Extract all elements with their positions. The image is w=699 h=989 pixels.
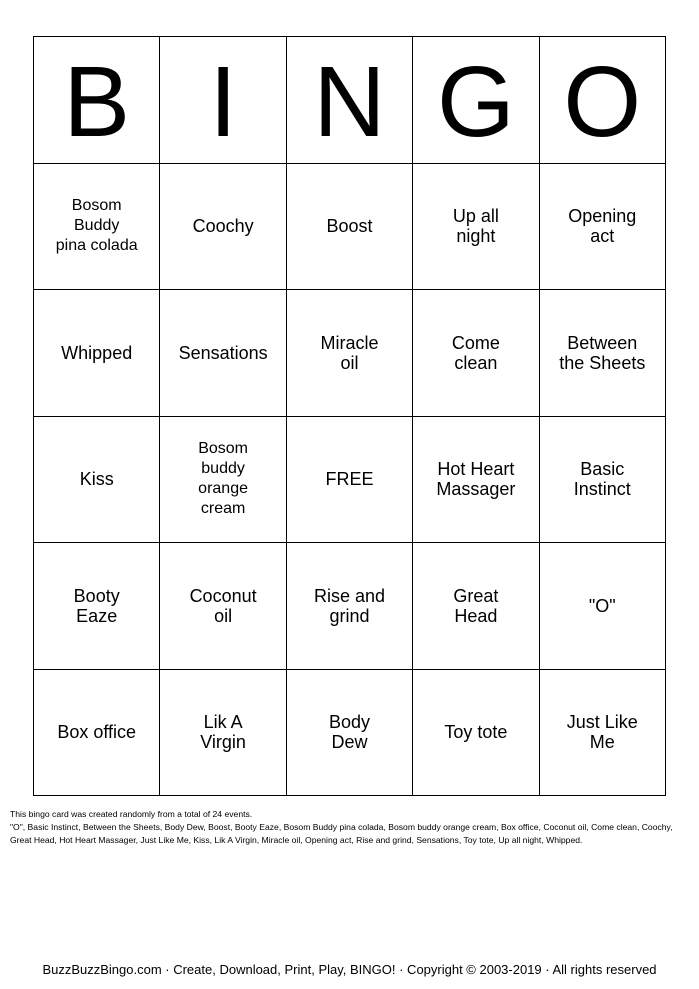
header-letter: N [313, 45, 386, 158]
bingo-cell-r2-c4: Come clean [413, 290, 539, 417]
bingo-cell-r5-c5: Just Like Me [540, 670, 666, 797]
free-space-cell: FREE [287, 417, 413, 544]
site-footer: BuzzBuzzBingo.com · Create, Download, Print, Play, BINGO! · Copyright © 2003-2019 · All rights reserved [42, 962, 657, 977]
card-notes [10, 808, 690, 847]
bingo-cell-r1-c1: Bosom Buddy pina colada [34, 164, 160, 291]
bingo-cell-r3-c4: Hot Heart Massager [413, 417, 539, 544]
bingo-cell-r2-c1: Whipped [34, 290, 160, 417]
header-letter-b [34, 37, 160, 164]
bingo-cell-r3-c2: Bosom buddy orange cream [160, 417, 286, 544]
bingo-cell-r1-c2: Coochy [160, 164, 286, 291]
bingo-cell-r4-c4: Great Head [413, 543, 539, 670]
bingo-cell-r4-c5: "O" [540, 543, 666, 670]
bingo-cell-r4-c1: Booty Eaze [34, 543, 160, 670]
bingo-cell-r1-c5: Opening act [540, 164, 666, 291]
bingo-cell-r1-c4: Up all night [413, 164, 539, 291]
bingo-cell-r5-c3: Body Dew [287, 670, 413, 797]
bingo-cell-r4-c2: Coconut oil [160, 543, 286, 670]
header-letter: O [563, 45, 642, 158]
bingo-cell-r5-c1: Box office [34, 670, 160, 797]
header-letter-o [540, 37, 666, 164]
bingo-card [33, 36, 666, 796]
bingo-cell-r3-c1: Kiss [34, 417, 160, 544]
header-letter-n [287, 37, 413, 164]
header-letter: I [209, 45, 237, 158]
header-letter-g [413, 37, 539, 164]
bingo-cell-r1-c3: Boost [287, 164, 413, 291]
header-letter: B [63, 45, 131, 158]
bingo-cell-r2-c5: Between the Sheets [540, 290, 666, 417]
bingo-cell-r3-c5: Basic Instinct [540, 417, 666, 544]
header-letter-i [160, 37, 286, 164]
bingo-cell-r2-c3: Miracle oil [287, 290, 413, 417]
bingo-cell-r2-c2: Sensations [160, 290, 286, 417]
card-notes-event-list: "O", Basic Instinct, Between the Sheets, Body Dew, Boost, Booty Eaze, Bosom Buddy pina colada, Bosom buddy orange cream, Box office, Coconut oil, Come clean, Coochy, Great Head, Hot Heart Massager, Just Like Me, Kiss, Lik A Virgin, Miracle oil, Opening act, Rise and grind, Sensations, Toy tote, Up all night, Whipped. [10, 822, 673, 845]
card-notes-intro: This bingo card was created randomly from a total of 24 events. [10, 809, 253, 819]
header-letter: G [436, 45, 515, 158]
bingo-cell-r4-c3: Rise and grind [287, 543, 413, 670]
bingo-cell-r5-c2: Lik A Virgin [160, 670, 286, 797]
bingo-cell-r5-c4: Toy tote [413, 670, 539, 797]
